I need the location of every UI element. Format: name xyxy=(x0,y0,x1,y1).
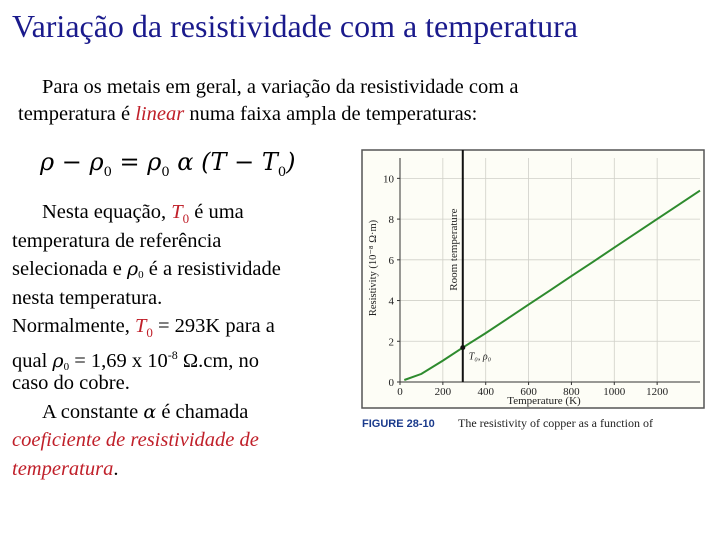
body-line-5a: Normalmente, xyxy=(12,315,135,337)
body-line-6a: qual xyxy=(12,349,53,372)
body-line-1b: é uma xyxy=(189,201,244,223)
chart-svg xyxy=(358,148,708,434)
caption-text: The resistivity of copper as a function of xyxy=(458,416,653,430)
body-term-line-2: temperatura xyxy=(12,457,114,480)
reference-point-label: T₀, ρ₀ xyxy=(468,351,492,363)
body-T0-sub: 0 xyxy=(182,211,190,227)
formula-sub0c: 0 xyxy=(277,164,287,180)
room-temperature-label: Room temperature xyxy=(447,208,460,291)
formula-sub0b: 0 xyxy=(161,164,170,180)
body-line-2: temperatura de referência xyxy=(12,229,222,252)
x-axis-label: Temperature (K) xyxy=(507,395,581,407)
y-axis-label: Resistivity (10⁻⁸ Ω·m) xyxy=(368,219,379,317)
body-line-7: caso do cobre. xyxy=(12,372,130,394)
x-tick-label: 600 xyxy=(520,386,537,398)
body-T0: T xyxy=(171,201,183,223)
figure-border xyxy=(362,150,704,408)
body-line-6b: = 1,69 x 10 xyxy=(69,349,168,372)
y-tick-label: 0 xyxy=(388,377,394,389)
formula-rho: ρ xyxy=(40,148,55,176)
y-tick-label: 2 xyxy=(388,336,394,349)
intro-line-1: Para os metais em geral, a variação da resistividade com a xyxy=(42,76,519,98)
x-tick-label: 400 xyxy=(477,386,494,398)
body-line-5b: = 293K para a xyxy=(152,315,275,337)
x-tick-label: 1000 xyxy=(603,386,626,398)
body-rho0-b-sub: 0 xyxy=(63,360,70,373)
intro-line-2-end: numa faixa ampla de temperaturas: xyxy=(184,103,478,125)
body-line-8b: é chamada xyxy=(156,400,249,423)
formula-minus2: − xyxy=(226,148,262,176)
body-term-line-1: coeficiente de resistividade de xyxy=(12,429,259,451)
formula-minus: − xyxy=(54,148,90,176)
y-tick-label: 8 xyxy=(388,214,394,227)
x-tick-label: 0 xyxy=(397,386,403,398)
body-line-3b: é a resistividade xyxy=(143,258,281,280)
body-T0-b-sub: 0 xyxy=(146,325,153,341)
body-line-1a: Nesta equação, xyxy=(42,201,172,223)
reference-point xyxy=(460,345,465,350)
body-rho0-sub: 0 xyxy=(138,269,144,281)
body-exponent: -8 xyxy=(167,347,178,362)
body-alpha: α xyxy=(143,400,157,423)
x-tick-label: 200 xyxy=(434,386,452,398)
formula-equals: = xyxy=(111,148,148,176)
body-line-3a: selecionada e xyxy=(12,258,127,280)
intro-line-2: temperatura é xyxy=(18,103,136,125)
body-period: . xyxy=(113,457,119,480)
body-line-6c: Ω.cm, no xyxy=(177,349,260,372)
formula-alpha: α ( xyxy=(169,148,211,176)
body-line-4: nesta temperatura. xyxy=(12,286,163,309)
resistivity-formula xyxy=(40,148,296,180)
y-tick-label: 6 xyxy=(388,254,394,267)
formula-T0: T xyxy=(261,148,278,176)
body-line-8a: A constante xyxy=(42,400,144,423)
formula-close: ) xyxy=(286,148,296,176)
explanation-text xyxy=(12,198,352,483)
intro-paragraph xyxy=(18,74,618,128)
body-rho0-b: ρ xyxy=(52,349,64,372)
formula-rho0b: ρ xyxy=(147,148,162,176)
intro-emphasis-linear: linear xyxy=(135,103,185,125)
y-tick-label: 10 xyxy=(383,173,394,186)
y-tick-label: 4 xyxy=(388,295,394,308)
formula-sub0: 0 xyxy=(103,164,112,180)
formula-T: T xyxy=(210,148,227,176)
formula-rho0: ρ xyxy=(89,148,104,176)
x-tick-label: 800 xyxy=(563,386,580,398)
x-tick-label: 1200 xyxy=(646,386,669,398)
slide-title: Variação da resistividade com a temperatura xyxy=(12,8,578,44)
body-T0-b: T xyxy=(134,315,147,337)
caption-prefix: FIGURE 28-10 xyxy=(362,418,435,430)
copper-resistivity-figure xyxy=(358,148,708,434)
body-rho0: ρ xyxy=(126,258,139,280)
